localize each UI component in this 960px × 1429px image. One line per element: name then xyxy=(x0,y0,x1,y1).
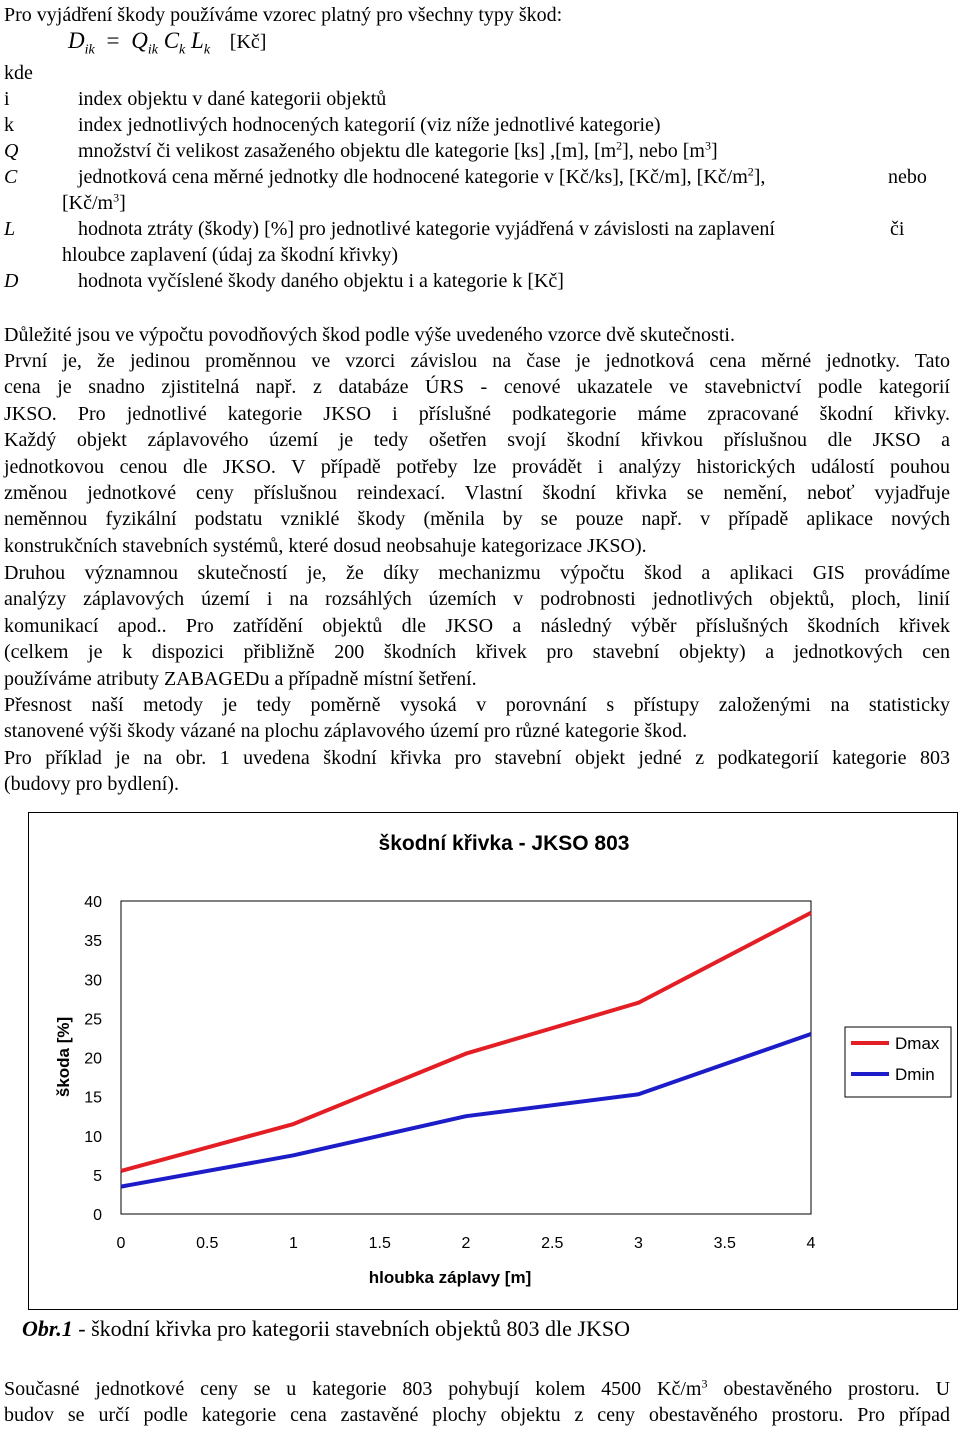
legend-label-dmin: Dmin xyxy=(895,1065,935,1084)
y-tick-label: 25 xyxy=(84,1011,102,1029)
chart-title: škodní křivka - JKSO 803 xyxy=(378,832,630,855)
x-tick-label: 0.5 xyxy=(196,1235,219,1252)
series-lines xyxy=(121,913,811,1187)
x-tick-label: 3.5 xyxy=(713,1235,736,1252)
def-c-nebo: nebo xyxy=(888,166,927,188)
paragraph-1: Důležité jsou ve výpočtu povodňových škod podle výše uvedeného vzorce dvě skutečnosti. xyxy=(4,324,735,346)
y-tick-label: 5 xyxy=(93,1167,102,1185)
x-tick-label: 2 xyxy=(461,1235,471,1252)
def-c-symbol: C xyxy=(4,166,18,188)
figure-caption: Obr.1 - škodní křivka pro kategorii stavebních objektů 803 dle JKSO xyxy=(22,1316,630,1341)
def-k-symbol: k xyxy=(4,114,14,136)
def-d-symbol: D xyxy=(4,270,19,292)
y-tick-label: 20 xyxy=(84,1050,102,1068)
def-l-text: hodnota ztráty (škody) [%] pro jednotlivé kategorie vyjádřená v závislosti na zaplavení xyxy=(78,218,775,240)
x-axis-ticks xyxy=(117,1235,816,1252)
intro-text: Pro vyjádření škody používáme vzorec platný pro všechny typy škod: xyxy=(4,4,563,26)
y-axis-label: škoda [%] xyxy=(54,1016,73,1098)
def-l-ci: či xyxy=(890,218,905,240)
paragraph-6-line-2: budov se určí podle kategorie cena zastavěné plochy objektu z ceny obestavěného prostoru. Pro případ xyxy=(4,1404,950,1427)
kde-label: kde xyxy=(4,62,33,84)
x-tick-label: 1.5 xyxy=(368,1235,391,1252)
x-tick-label: 1 xyxy=(289,1235,298,1252)
y-tick-label: 30 xyxy=(84,972,102,990)
x-tick-label: 4 xyxy=(806,1235,816,1252)
y-tick-label: 0 xyxy=(93,1207,102,1224)
y-tick-label: 15 xyxy=(84,1089,102,1107)
paragraph-6-line-1: Současné jednotkové ceny se u kategorie 803 pohybují kolem 4500 $Kč/m^3$ obestavěného prostoru. U xyxy=(4,1376,951,1400)
x-axis-label: hloubka záplavy [m] xyxy=(368,1268,532,1287)
def-c-text: jednotková cena měrné jednotky dle hodnocené kategorie v [Kč/ks], [Kč/m], $[Kč/m^2]$, xyxy=(78,164,766,188)
series-line-dmin xyxy=(121,1034,811,1187)
def-i-text: index objektu v dané kategorii objektů xyxy=(78,88,387,110)
def-l-text-cont: hloubce zaplavení (údaj za škodní křivky) xyxy=(62,244,398,266)
def-q-symbol: Q xyxy=(4,140,19,162)
def-q-text: množství či velikost zasaženého objektu dle kategorie [ks] ,[m], $[m^2]$, nebo $[m^3]$ xyxy=(78,138,718,162)
y-axis-ticks xyxy=(84,894,102,1224)
x-tick-label: 3 xyxy=(634,1235,643,1252)
y-tick-label: 10 xyxy=(84,1128,102,1146)
x-tick-label: 2.5 xyxy=(541,1235,564,1252)
def-l-symbol: L xyxy=(4,218,16,240)
def-d-text: hodnota vyčíslené škody daného objektu i a kategorie k [Kč] xyxy=(78,270,564,292)
def-c-text-cont: $[Kč/m^3]$ xyxy=(62,190,126,214)
def-i-symbol: i xyxy=(4,88,10,110)
damage-curve-chart xyxy=(28,812,958,1310)
chart-svg xyxy=(29,813,957,1309)
damage-formula: $D_{ik} = Q_{ik}$ $C_k$ $L_k$ [Kč] xyxy=(68,28,267,58)
y-tick-label: 35 xyxy=(84,933,102,951)
legend-label-dmax: Dmax xyxy=(895,1034,940,1053)
def-k-text: index jednotlivých hodnocených kategorií (viz níže jednotlivé kategorie) xyxy=(78,114,661,136)
y-tick-label: 40 xyxy=(84,894,102,911)
series-line-dmax xyxy=(121,913,811,1171)
x-tick-label: 0 xyxy=(116,1235,126,1252)
chart-legend xyxy=(845,1027,951,1097)
